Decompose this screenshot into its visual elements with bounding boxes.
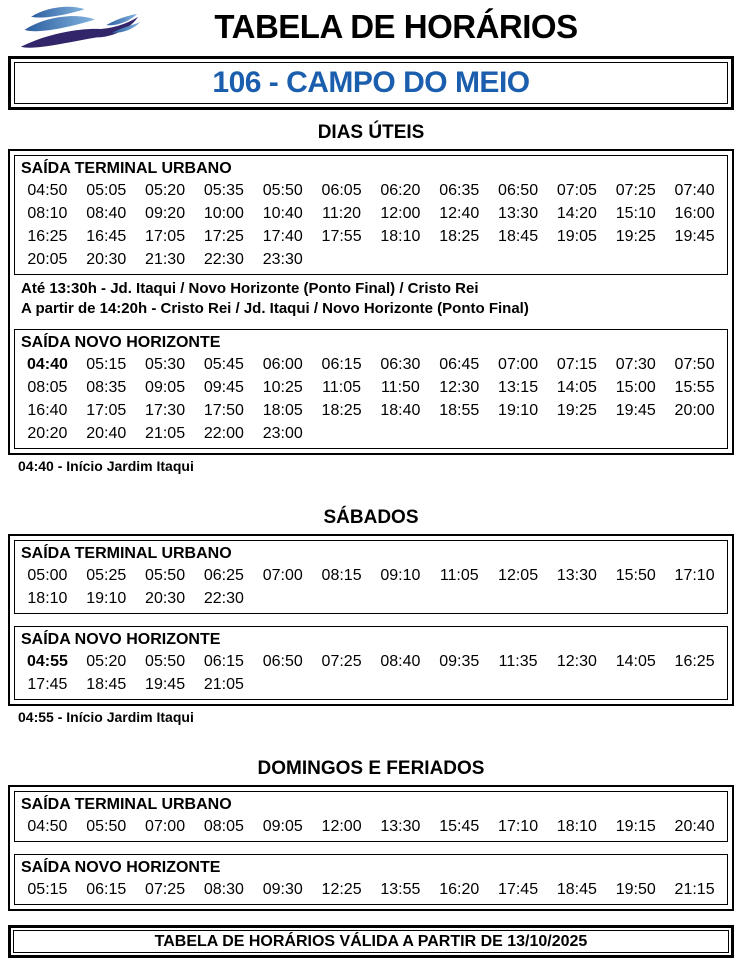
time-row xyxy=(18,202,724,225)
time-row xyxy=(18,587,724,610)
group-saida-novo-horizonte xyxy=(14,854,728,905)
time-cell: 14:05 xyxy=(556,379,597,396)
time-cell: 17:45 xyxy=(498,881,539,898)
time-cell: 18:45 xyxy=(498,228,539,245)
time-cell: 17:45 xyxy=(27,676,68,693)
time-cell: 05:45 xyxy=(203,356,244,373)
time-cell: 07:25 xyxy=(145,881,186,898)
time-cell: 08:10 xyxy=(27,205,68,222)
time-row xyxy=(18,225,724,248)
time-cell: 05:15 xyxy=(86,356,127,373)
time-cell: 07:00 xyxy=(145,818,186,835)
time-cell: 06:30 xyxy=(380,356,421,373)
time-cell: 09:35 xyxy=(439,653,480,670)
time-cell: 17:05 xyxy=(86,402,127,419)
schedule-box-domingos-e-feriados xyxy=(8,785,734,911)
time-cell: 20:40 xyxy=(86,425,127,442)
schedule-box-dias-uteis xyxy=(8,149,734,455)
schedule-sections xyxy=(0,122,742,911)
time-row xyxy=(18,376,724,399)
time-cell: 08:35 xyxy=(86,379,127,396)
time-cell: 19:10 xyxy=(86,590,127,607)
section-title-dias-uteis: DIAS ÚTEIS xyxy=(317,122,425,143)
group-saida-novo-horizonte xyxy=(14,626,728,700)
time-cell: 16:25 xyxy=(674,653,715,670)
time-cell: 19:50 xyxy=(615,881,656,898)
time-cell: 05:50 xyxy=(145,567,186,584)
time-cell: 07:05 xyxy=(556,182,597,199)
time-cell: 07:50 xyxy=(674,356,715,373)
time-cell: 05:25 xyxy=(86,567,127,584)
page-header xyxy=(0,0,742,54)
time-cell: 09:05 xyxy=(145,379,186,396)
time-cell: 13:55 xyxy=(380,881,421,898)
time-cell: 20:30 xyxy=(145,590,186,607)
time-cell: 06:15 xyxy=(86,881,127,898)
transit-company-logo-icon xyxy=(18,3,140,53)
logo-swoosh-right-upper xyxy=(106,14,137,25)
time-cell: 15:55 xyxy=(674,379,715,396)
time-cell: 06:15 xyxy=(321,356,362,373)
time-cell: 07:00 xyxy=(262,567,303,584)
route-title: 106 - CAMPO DO MEIO xyxy=(14,62,728,104)
time-cell: 18:10 xyxy=(556,818,597,835)
time-cell: 12:00 xyxy=(321,818,362,835)
time-cell: 09:30 xyxy=(262,881,303,898)
time-cell: 08:40 xyxy=(86,205,127,222)
time-cell: 18:05 xyxy=(262,402,303,419)
time-cell: 05:50 xyxy=(262,182,303,199)
time-cell: 08:30 xyxy=(203,881,244,898)
time-cell: 18:45 xyxy=(86,676,127,693)
time-row xyxy=(18,878,724,901)
time-cell: 04:50 xyxy=(27,818,68,835)
departure-point-label: SAÍDA NOVO HORIZONTE xyxy=(21,631,221,648)
time-cell: 15:10 xyxy=(615,205,656,222)
time-cell: 17:40 xyxy=(262,228,303,245)
time-cell: 06:05 xyxy=(321,182,362,199)
time-cell: 06:35 xyxy=(439,182,480,199)
time-cell: 04:55 xyxy=(26,653,68,670)
time-cell: 05:05 xyxy=(86,182,127,199)
time-cell: 06:50 xyxy=(262,653,303,670)
group-saida-terminal-urbano xyxy=(14,155,728,275)
departure-point-label: SAÍDA TERMINAL URBANO xyxy=(21,545,232,562)
time-cell: 21:05 xyxy=(203,676,244,693)
section-dias-uteis xyxy=(0,122,742,475)
time-cell: 18:10 xyxy=(27,590,68,607)
time-cell: 09:20 xyxy=(145,205,186,222)
time-cell: 09:45 xyxy=(203,379,244,396)
time-cell: 04:40 xyxy=(26,356,68,373)
time-cell: 23:00 xyxy=(262,425,303,442)
time-cell: 06:45 xyxy=(439,356,480,373)
time-cell: 12:05 xyxy=(498,567,539,584)
time-cell: 19:10 xyxy=(498,402,539,419)
time-row xyxy=(18,399,724,422)
time-cell: 05:20 xyxy=(86,653,127,670)
group-saida-terminal-urbano xyxy=(14,791,728,842)
time-cell: 06:15 xyxy=(203,653,244,670)
page-title: TABELA DE HORÁRIOS xyxy=(214,8,578,45)
time-cell: 19:25 xyxy=(556,402,597,419)
time-cell: 17:25 xyxy=(203,228,244,245)
time-cell: 05:20 xyxy=(145,182,186,199)
group-saida-novo-horizonte xyxy=(14,329,728,449)
time-cell: 07:25 xyxy=(321,653,362,670)
time-cell: 07:15 xyxy=(556,356,597,373)
section-title-sabados: SÁBADOS xyxy=(323,507,419,528)
time-cell: 18:25 xyxy=(439,228,480,245)
first-departure-note: 04:55 - Início Jardim Itaqui xyxy=(18,709,194,725)
time-cell: 12:30 xyxy=(439,379,480,396)
route-title-box xyxy=(8,56,734,110)
schedule-box-sabados xyxy=(8,534,734,706)
time-cell: 14:20 xyxy=(556,205,597,222)
time-cell: 13:30 xyxy=(380,818,421,835)
time-cell: 05:50 xyxy=(145,653,186,670)
time-cell: 20:40 xyxy=(674,818,715,835)
time-cell: 15:50 xyxy=(615,567,656,584)
time-cell: 18:25 xyxy=(321,402,362,419)
time-cell: 17:05 xyxy=(145,228,186,245)
time-cell: 11:05 xyxy=(439,567,479,584)
departure-point-label: SAÍDA TERMINAL URBANO xyxy=(21,160,232,177)
time-cell: 08:40 xyxy=(380,653,421,670)
time-cell: 20:20 xyxy=(27,425,68,442)
validity-footer-text: TABELA DE HORÁRIOS VÁLIDA A PARTIR DE 13/10/2025 xyxy=(13,930,729,953)
departure-point-label: SAÍDA TERMINAL URBANO xyxy=(21,796,232,813)
time-cell: 16:45 xyxy=(86,228,127,245)
time-cell: 05:15 xyxy=(27,881,68,898)
time-row xyxy=(18,179,724,202)
time-cell: 05:35 xyxy=(203,182,244,199)
time-row xyxy=(18,650,724,673)
logo-swoosh-top xyxy=(31,7,84,18)
time-cell: 15:00 xyxy=(615,379,656,396)
time-cell: 11:35 xyxy=(498,653,538,670)
time-cell: 10:00 xyxy=(203,205,244,222)
time-cell: 07:40 xyxy=(674,182,715,199)
time-cell: 04:50 xyxy=(27,182,68,199)
time-cell: 05:30 xyxy=(145,356,186,373)
time-cell: 22:00 xyxy=(203,425,244,442)
time-cell: 19:45 xyxy=(615,402,656,419)
time-cell: 18:10 xyxy=(380,228,421,245)
time-cell: 22:30 xyxy=(203,251,244,268)
departure-point-label: SAÍDA NOVO HORIZONTE xyxy=(21,334,221,351)
time-cell: 07:25 xyxy=(615,182,656,199)
time-cell: 18:40 xyxy=(380,402,421,419)
time-cell: 17:10 xyxy=(498,818,539,835)
time-cell: 17:10 xyxy=(674,567,715,584)
time-cell: 17:50 xyxy=(203,402,244,419)
time-cell: 16:20 xyxy=(439,881,480,898)
route-note-line: A partir de 14:20h - Cristo Rei / Jd. Itaqui / Novo Horizonte (Ponto Final) xyxy=(21,300,529,317)
time-cell: 15:45 xyxy=(439,818,480,835)
time-cell: 06:25 xyxy=(203,567,244,584)
time-cell: 21:05 xyxy=(145,425,186,442)
time-cell: 12:30 xyxy=(556,653,597,670)
time-cell: 19:45 xyxy=(145,676,186,693)
time-cell: 17:55 xyxy=(321,228,362,245)
time-cell: 20:05 xyxy=(27,251,68,268)
time-cell: 06:20 xyxy=(380,182,421,199)
time-cell: 08:05 xyxy=(27,379,68,396)
time-cell: 06:50 xyxy=(498,182,539,199)
time-cell: 11:50 xyxy=(380,379,420,396)
time-cell: 09:05 xyxy=(262,818,303,835)
time-row xyxy=(18,564,724,587)
time-cell: 06:00 xyxy=(262,356,303,373)
time-row xyxy=(18,353,724,376)
section-domingos-e-feriados xyxy=(0,758,742,911)
departure-point-label: SAÍDA NOVO HORIZONTE xyxy=(21,859,221,876)
route-notes xyxy=(14,279,728,319)
time-cell: 11:05 xyxy=(322,379,361,396)
time-row xyxy=(18,673,724,696)
time-cell: 20:30 xyxy=(86,251,127,268)
time-cell: 21:30 xyxy=(145,251,186,268)
time-cell: 16:00 xyxy=(674,205,715,222)
route-note-line: Até 13:30h - Jd. Itaqui / Novo Horizonte (Ponto Final) / Cristo Rei xyxy=(21,280,479,297)
time-cell: 16:25 xyxy=(27,228,68,245)
time-cell: 19:05 xyxy=(556,228,597,245)
time-cell: 13:30 xyxy=(556,567,597,584)
time-cell: 05:00 xyxy=(27,567,68,584)
time-cell: 18:45 xyxy=(556,881,597,898)
time-row xyxy=(18,815,724,838)
time-cell: 05:50 xyxy=(86,818,127,835)
time-cell: 23:30 xyxy=(262,251,303,268)
group-gap xyxy=(14,842,728,854)
time-cell: 08:05 xyxy=(203,818,244,835)
logo-swoosh-middle xyxy=(25,16,95,31)
time-cell: 07:30 xyxy=(615,356,656,373)
time-cell: 16:40 xyxy=(27,402,68,419)
time-cell: 17:30 xyxy=(145,402,186,419)
time-row xyxy=(18,422,724,445)
time-cell: 19:45 xyxy=(674,228,715,245)
section-title-domingos-e-feriados: DOMINGOS E FERIADOS xyxy=(257,758,485,779)
time-cell: 20:00 xyxy=(674,402,715,419)
section-sabados xyxy=(0,507,742,726)
first-departure-note: 04:40 - Início Jardim Itaqui xyxy=(18,458,194,474)
time-cell: 22:30 xyxy=(203,590,244,607)
time-cell: 10:40 xyxy=(262,205,303,222)
time-cell: 12:25 xyxy=(321,881,362,898)
time-cell: 13:15 xyxy=(498,379,539,396)
time-cell: 19:25 xyxy=(615,228,656,245)
time-cell: 10:25 xyxy=(262,379,303,396)
time-cell: 11:20 xyxy=(322,205,361,222)
time-cell: 14:05 xyxy=(615,653,656,670)
time-cell: 08:15 xyxy=(321,567,362,584)
time-cell: 07:00 xyxy=(498,356,539,373)
time-cell: 18:55 xyxy=(439,402,480,419)
time-cell: 12:40 xyxy=(439,205,480,222)
group-saida-terminal-urbano xyxy=(14,540,728,614)
time-row xyxy=(18,248,724,271)
time-cell: 09:10 xyxy=(380,567,421,584)
time-cell: 12:00 xyxy=(380,205,421,222)
group-gap xyxy=(14,614,728,626)
time-cell: 13:30 xyxy=(498,205,539,222)
time-cell: 21:15 xyxy=(674,881,715,898)
time-cell: 19:15 xyxy=(615,818,656,835)
